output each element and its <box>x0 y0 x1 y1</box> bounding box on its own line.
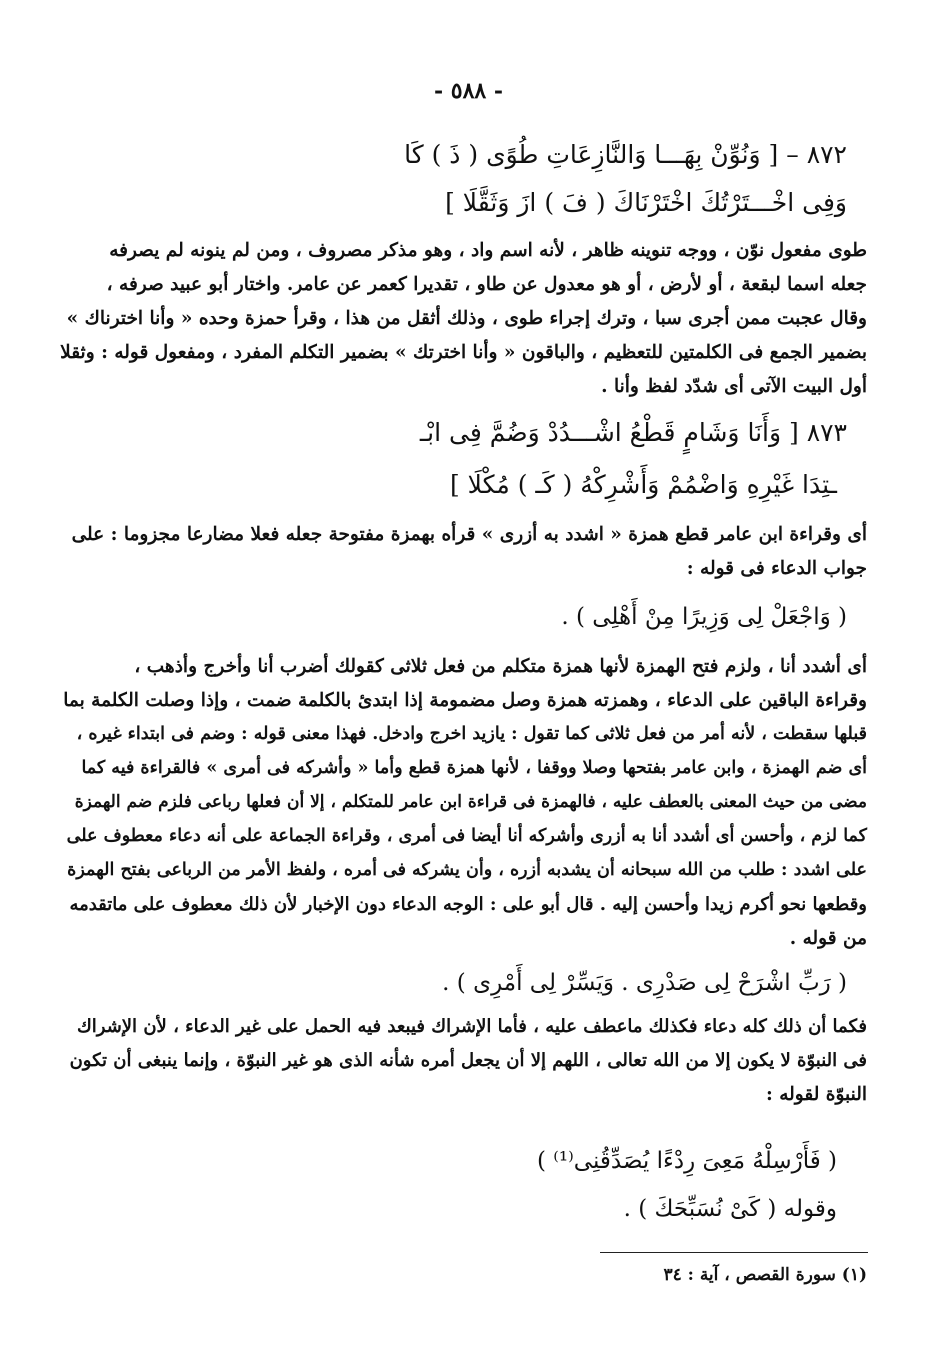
commentary-line: أى أشدد أنا ، ولزم فتح الهمزة لأنها همزة متكلم من فعل ثلاثى كقولك أضرب أنا وأخرج وأذهب ، <box>134 656 867 677</box>
verse-873-line-1: ٨٧٣ [ وَأَنَا وَشَامٍ قَطْعُ اشْـــدُدْ وَضُمَّ فِى ابْـ <box>419 418 847 447</box>
page-number: - ٥٨٨ - <box>433 78 504 104</box>
commentary-line: وقراءة الباقين على الدعاء ، وهمزته همزة وصل مضمومة إذا ابتدئ بالكلمة ضمت ، وإذا وصلت الكلمة بما <box>63 690 867 711</box>
quran-quote: ( رَبِّ اشْرَحْ لِى صَدْرِى . وَيَسِّرْ لِى أَمْرِى ) . <box>442 970 847 996</box>
quran-quote: ( وَاجْعَلْ لِى وَزِيرًا مِنْ أَهْلِى ) . <box>561 604 847 630</box>
quran-quote: وقوله ( كَىْ نُسَبِّحَكَ ) . <box>623 1196 837 1222</box>
commentary-line: كما لزم ، وأحسن أى أشدد أنا به أزرى وأشركه أنا أيضا فى أمرى ، وقراءة الجماعة على أنه دعاء معطوف على <box>66 826 867 846</box>
commentary-line: أول البيت الآتى أى شدّد لفظ وأنا . <box>601 376 867 397</box>
verse-872-line-2: وَفِى اخْـــتَرْتُكَ اخْتَرْنَاكَ ( فَ ) ازَ وَثَقَّلَا ] <box>445 188 847 217</box>
footnote: (١) سورة القصص ، آية : ٣٤ <box>663 1265 867 1285</box>
commentary-line: فكما أن ذلك كله دعاء فكذلك ماعطف عليه ، فأما الإشراك فيبعد فيه الحمل على غير الدعاء ، لأن الإشراك <box>76 1016 867 1037</box>
commentary-line: وقطعها نحو أكرم زيدا وأحسن إليه . قال أبو على : الوجه الدعاء دون الإخبار لأن ذلك معطوف على ماتقدمه <box>69 894 867 915</box>
commentary-line: على اشدد : طلب من الله سبحانه أن يشدبه أزره ، وأن يشركه فى أمره ، ولفظ الأمر من الرباعى بفتح الهمزة <box>67 860 867 880</box>
commentary-line: جواب الدعاء فى قوله : <box>686 558 867 579</box>
commentary-line: بضمير الجمع فى الكلمتين للتعظيم ، والباقون « وأنا اخترتك » بضمير التكلم المفرد ، ومفعول قوله : وثقلا <box>60 342 867 363</box>
footnote-divider <box>600 1252 868 1253</box>
verse-872-line-1: ٨٧٢ – [ وَنُوِّنْ بِهَـــا وَالنَّازِعَاتِ طُوًى ( ذَ ) كَا <box>404 140 847 169</box>
commentary-line: جعله اسما لبقعة ، أو لأرض ، أو هو معدول عن طاو ، تقديرا كعمر عن عامر. واختار أبو عبيد صرفه ، <box>106 274 867 295</box>
commentary-line: النبوّة لقوله : <box>765 1084 867 1105</box>
quran-quote: ( فَأَرْسِلْهُ مَعِىَ رِدْءًا يُصَدِّقُنِى⁽¹⁾ ) <box>536 1148 837 1174</box>
verse-873-line-2: ـتِدَا غَيْرِهِ وَاضْمُمْ وَأَشْرِكْهُ ( كَـ ) مُكْلَا ] <box>449 470 837 499</box>
commentary-line: فى النبوّة لا يكون إلا من الله تعالى ، اللهم إلا أن يجعل أمره شأنه الذى هو غير النبوّة ، وإنما ينبغى أن تكون <box>69 1050 867 1071</box>
commentary-line: من قوله . <box>789 928 867 949</box>
commentary-line: قبلها سقطت ، لأنه أمر من فعل ثلاثى كما تقول : يازيد اخرج وادخل. فهذا معنى قوله : وضم فى ابتداء غيره ، <box>76 724 867 744</box>
commentary-line: وقال عجبت ممن أجرى سبا ، وترك إجراء طوى ، وذلك أثقل من هذا ، وقرأ حمزة وحده « وأنا اخترناك » <box>66 308 867 329</box>
commentary-line: أى وقراءة ابن عامر قطع همزة « اشدد به أزرى » قرأه بهمزة مفتوحة جعله فعلا مضارعا مجزوما : على <box>71 524 867 545</box>
commentary-line: طوى مفعول نوّن ، ووجه تنوينه ظاهر ، لأنه اسم واد ، وهو مذكر مصروف ، ومن لم ينونه لم يصرفه <box>109 240 867 261</box>
commentary-line: مضى من حيث المعنى بالعطف عليه ، فالهمزة فى قراءة ابن عامر للمتكلم ، إلا أن فعلها رباعى فلزم ضم الهمزة <box>74 792 867 812</box>
commentary-line: أى ضم الهمزة ، وابن عامر بفتحها وصلا ووقفا ، لأنها همزة قطع وأما « وأشركه فى أمرى » فالقراءة فيه كما <box>81 758 867 778</box>
